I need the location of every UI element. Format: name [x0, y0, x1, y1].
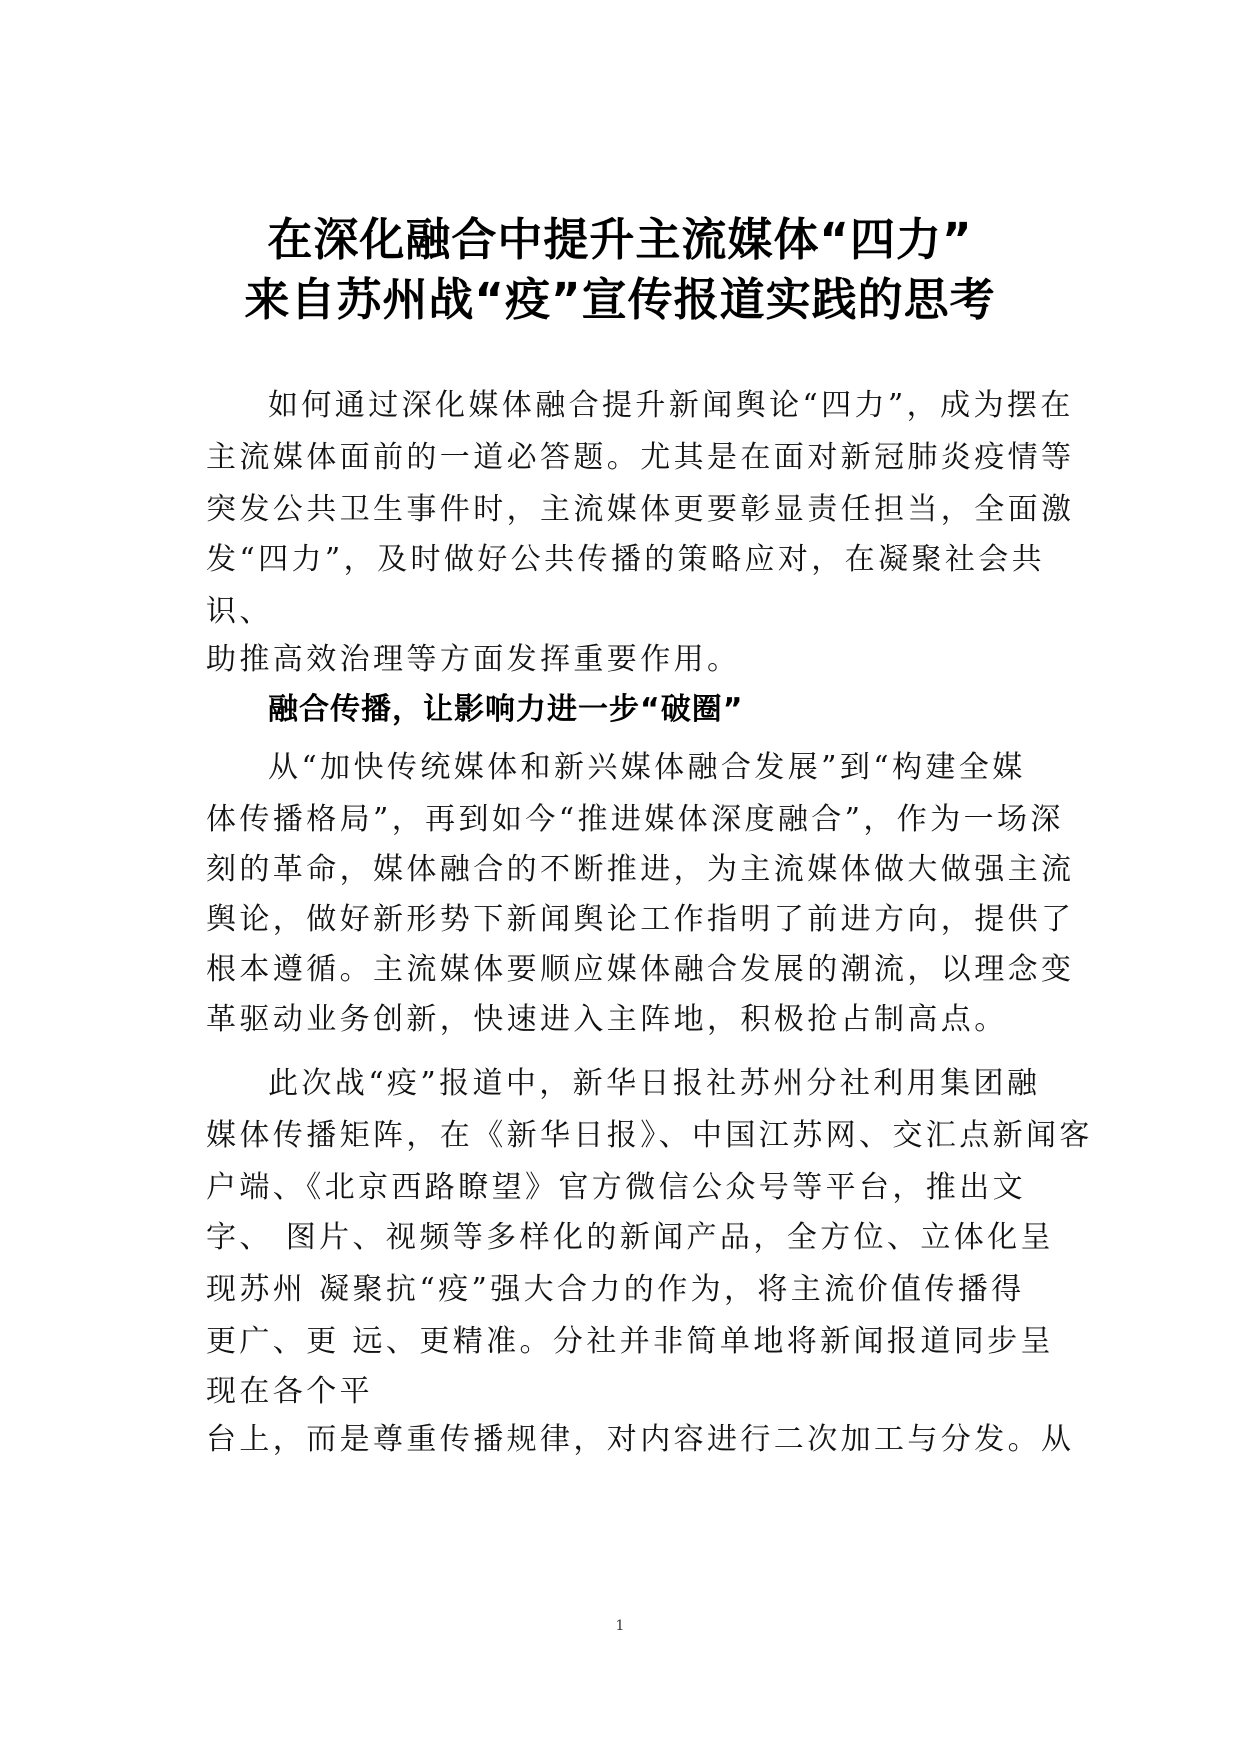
- document-title-line-1: 在深化融合中提升主流媒体“四力”: [267, 213, 973, 266]
- section-heading: 融合传播，让影响力进一步“破圈”: [268, 692, 744, 727]
- page-number: 1: [615, 1618, 625, 1634]
- paragraph-2-line-2: 体传播格局”，再到如今“推进媒体深度融合”，作为一场深: [206, 802, 1064, 837]
- paragraph-2-line-3: 刻的革命，媒体融合的不断推进，为主流媒体做大做强主流: [206, 852, 1075, 887]
- paragraph-1-line-3: 突发公共卫生事件时，主流媒体更要彰显责任担当，全面激: [206, 492, 1075, 527]
- paragraph-1-line-2: 主流媒体面前的一道必答题。尤其是在面对新冠肺炎疫情等: [206, 440, 1075, 475]
- paragraph-1-line-6: 助推高效治理等方面发挥重要作用。: [206, 642, 741, 677]
- paragraph-2-line-5: 根本遵循。主流媒体要顺应媒体融合发展的潮流，以理念变: [206, 952, 1075, 987]
- paragraph-3-line-1: 此次战“疫”报道中，新华日报社苏州分社利用集团融: [268, 1066, 1041, 1101]
- paragraph-3-line-2: 媒体传播矩阵，在《新华日报》、中国江苏网、交汇点新闻客: [206, 1118, 1093, 1153]
- paragraph-1-line-1: 如何通过深化媒体融合提升新闻舆论“四力”，成为摆在: [268, 388, 1074, 423]
- paragraph-3-line-7: 现在各个平: [206, 1374, 373, 1409]
- paragraph-3-line-6: 更广、更 远、更精准。分社并非简单地将新闻报道同步呈: [206, 1324, 1054, 1359]
- paragraph-2-line-1: 从“加快传统媒体和新兴媒体融合发展”到“构建全媒: [268, 750, 1026, 785]
- paragraph-1-line-5: 识、: [206, 594, 273, 629]
- paragraph-3-line-8: 台上，而是尊重传播规律，对内容进行二次加工与分发。从: [206, 1422, 1075, 1457]
- document-title-line-2: 来自苏州战“疫”宣传报道实践的思考: [244, 273, 996, 326]
- paragraph-3-line-3: 户端、《北京西路瞭望》官方微信公众号等平台，推出文: [206, 1170, 1026, 1205]
- paragraph-2-line-4: 舆论，做好新形势下新闻舆论工作指明了前进方向，提供了: [206, 902, 1075, 937]
- paragraph-1-line-4: 发“四力”，及时做好公共传播的策略应对，在凝聚社会共: [206, 542, 1046, 577]
- paragraph-3-line-4: 字、 图片、视频等多样化的新闻产品，全方位、立体化呈: [206, 1220, 1054, 1255]
- paragraph-3-line-5: 现苏州 凝聚抗“疫”强大合力的作为，将主流价值传播得: [206, 1272, 1025, 1307]
- paragraph-2-line-6: 革驱动业务创新，快速进入主阵地，积极抢占制高点。: [206, 1002, 1008, 1037]
